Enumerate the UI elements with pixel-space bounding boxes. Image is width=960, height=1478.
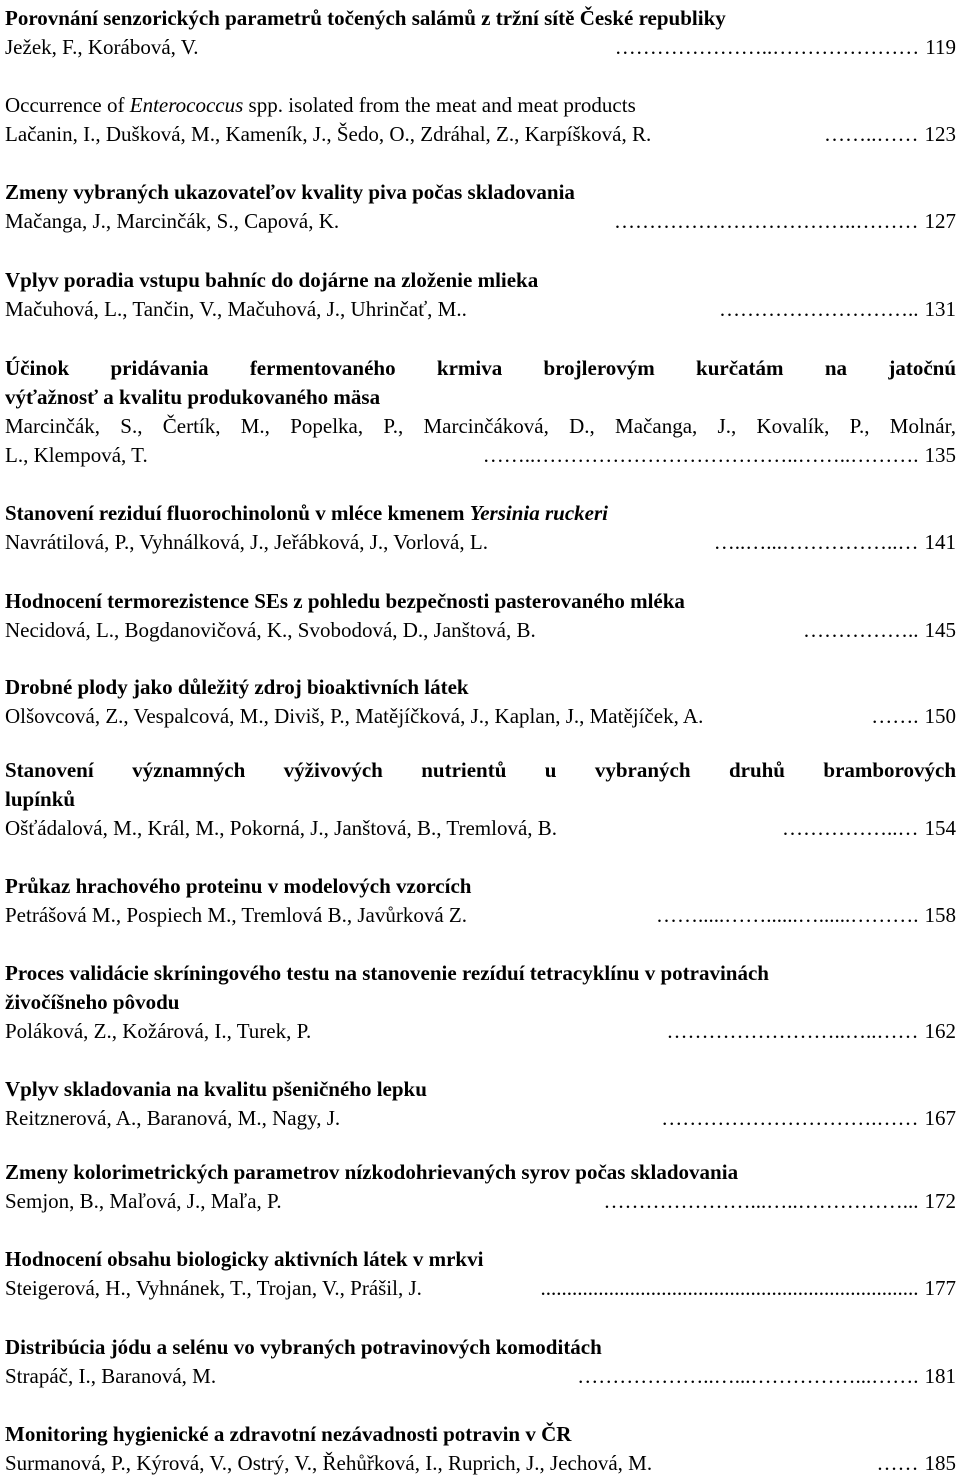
page-number: 154 — [924, 816, 956, 840]
authors: Poláková, Z., Kožárová, I., Turek, P. — [5, 1019, 312, 1043]
article-title-line-2: výťažnosť a kvalitu produkovaného mäsa — [5, 385, 381, 409]
page-number: 145 — [924, 618, 956, 642]
author-line — [5, 33, 956, 62]
article-title: Průkaz hrachového proteinu v modelových vzorcích — [5, 874, 472, 898]
dot-leader: ……………………….. — [719, 297, 919, 321]
toc-entry — [5, 1245, 956, 1303]
dot-leader: ……………………..…..…… — [666, 1019, 919, 1043]
article-title: Vplyv skladovania na kvalitu pšeničného lepku — [5, 1077, 427, 1101]
authors: Mačuhová, L., Tančin, V., Mačuhová, J., Uhrinčať, M.. — [5, 297, 467, 321]
author-line — [5, 1017, 956, 1046]
page-number: 162 — [924, 1019, 956, 1043]
authors: Ošťádalová, M., Král, M., Pokorná, J., Janštová, B., Tremlová, B. — [5, 816, 558, 840]
article-title: Monitoring hygienické a zdravotní nezávadnosti potravin v ČR — [5, 1422, 572, 1446]
toc-entry — [5, 266, 956, 324]
page-number: 185 — [924, 1451, 956, 1475]
page-number: 131 — [924, 297, 956, 321]
dot-leader: …………………...…..……………... — [603, 1189, 919, 1213]
page-number: 172 — [924, 1189, 956, 1213]
dot-leader: ……………..… — [782, 816, 919, 840]
author-line — [5, 1274, 956, 1303]
toc-entry — [5, 872, 956, 930]
author-line — [5, 1449, 956, 1478]
article-title-line-2: lupínků — [5, 787, 76, 811]
toc-entry — [5, 1075, 956, 1133]
page-number: 127 — [924, 209, 956, 233]
page-number: 167 — [924, 1106, 956, 1130]
toc-entry — [5, 499, 956, 557]
authors: Semjon, B., Maľová, J., Maľa, P. — [5, 1189, 282, 1213]
toc-entry — [5, 91, 956, 149]
page-number: 177 — [924, 1276, 956, 1300]
page-number: 181 — [924, 1364, 956, 1388]
article-title: Zmeny vybraných ukazovateľov kvality piva počas skladovania — [5, 180, 575, 204]
authors: L., Klempová, T. — [5, 443, 148, 467]
author-line — [5, 616, 956, 645]
dot-leader: ……………………………..……… — [614, 209, 919, 233]
page-number: 119 — [925, 35, 956, 59]
toc-entry — [5, 354, 956, 470]
author-line — [5, 702, 956, 731]
taxon-name: Enterococcus — [129, 93, 244, 117]
page-number: 158 — [924, 903, 956, 927]
article-title-line-2: živočíšneho pôvodu — [5, 990, 180, 1014]
dot-leader: ……..………………………………..……..………. — [482, 443, 919, 467]
authors: Navrátilová, P., Vyhnálková, J., Jeřábková, J., Vorlová, L. — [5, 530, 488, 554]
dot-leader: ………………………….…… — [661, 1106, 919, 1130]
authors: Steigerová, H., Vyhnánek, T., Trojan, V., Prášil, J. — [5, 1276, 422, 1300]
authors: Petrášová M., Pospiech M., Tremlová B., Javůrková Z. — [5, 903, 467, 927]
article-title: Occurrence of Enterococcus spp. isolated from the meat and meat products — [5, 93, 636, 117]
author-line — [5, 1104, 956, 1133]
article-title: Vplyv poradia vstupu bahníc do dojárne na zloženie mlieka — [5, 268, 539, 292]
author-line — [5, 1187, 956, 1216]
toc-entry — [5, 1333, 956, 1391]
dot-leader: …………………..………………… — [614, 35, 920, 59]
toc-entry — [5, 1420, 956, 1478]
dot-leader: ........................................................................ — [540, 1276, 919, 1300]
author-line — [5, 528, 956, 557]
article-title: Hodnocení obsahu biologicky aktivních látek v mrkvi — [5, 1247, 484, 1271]
dot-leader: …………….. — [803, 618, 919, 642]
dot-leader: ……. — [871, 704, 919, 728]
authors-line-1: Marcinčák, S., Čertík, M., Popelka, P., Marcinčáková, D., Mačanga, J., Kovalík, P., Molnár, — [5, 414, 956, 438]
page-number: 135 — [924, 443, 956, 467]
authors: Ježek, F., Korábová, V. — [5, 35, 199, 59]
authors: Strapáč, I., Baranová, M. — [5, 1364, 217, 1388]
dot-leader: …… — [876, 1451, 919, 1475]
dot-leader: …..…...……………..… — [713, 530, 919, 554]
page-number: 150 — [924, 704, 956, 728]
authors: Necidová, L., Bogdanovičová, K., Svobodová, D., Janštová, B. — [5, 618, 536, 642]
article-title: Hodnocení termorezistence SEs z pohledu bezpečnosti pasterovaného mléka — [5, 589, 685, 613]
page-number: 141 — [924, 530, 956, 554]
authors: Olšovcová, Z., Vespalcová, M., Diviš, P., Matějíčková, J., Kaplan, J., Matějíček, A. — [5, 704, 704, 728]
article-title: Zmeny kolorimetrických parametrov nízkodohrievaných syrov počas skladovania — [5, 1160, 739, 1184]
toc-entry — [5, 4, 956, 62]
author-line — [5, 207, 956, 236]
authors: Surmanová, P., Kýrová, V., Ostrý, V., Řehůřková, I., Ruprich, J., Jechová, M. — [5, 1451, 653, 1475]
author-line — [5, 120, 956, 149]
article-title: Porovnání senzorických parametrů točených salámů z tržní sítě České republiky — [5, 6, 726, 30]
toc-entry — [5, 1158, 956, 1216]
dot-leader: ……..…… — [824, 122, 919, 146]
article-title: Stanovení reziduí fluorochinolonů v mléce kmenem Yersinia ruckeri — [5, 501, 608, 525]
page-number: 123 — [924, 122, 956, 146]
author-line — [5, 295, 956, 324]
article-title-line-1: Proces validácie skríningového testu na stanovenie rezíduí tetracyklínu v potravinách — [5, 961, 769, 985]
article-title: Distribúcia jódu a selénu vo vybraných potravinových komoditách — [5, 1335, 602, 1359]
author-line — [5, 441, 956, 470]
toc-entry — [5, 178, 956, 236]
dot-leader: …….....……......…......………. — [656, 903, 919, 927]
article-title: Drobné plody jako důležitý zdroj bioaktivních látek — [5, 675, 469, 699]
author-line — [5, 1362, 956, 1391]
article-title-line-1: Účinok pridávania fermentovaného krmiva brojlerovým kurčatám na jatočnú — [5, 356, 956, 380]
article-title-line-1: Stanovení významných výživových nutrientů u vybraných druhů bramborových — [5, 758, 956, 782]
taxon-name: Yersinia ruckeri — [469, 501, 608, 525]
authors: Lačanin, I., Dušková, M., Kameník, J., Šedo, O., Zdráhal, Z., Karpíšková, R. — [5, 122, 652, 146]
authors: Mačanga, J., Marcinčák, S., Capová, K. — [5, 209, 340, 233]
toc-entry — [5, 587, 956, 645]
toc-entry — [5, 756, 956, 843]
toc-entry — [5, 673, 956, 731]
dot-leader: ………………..…...……………...……. — [577, 1364, 919, 1388]
author-line — [5, 814, 956, 843]
authors: Reitznerová, A., Baranová, M., Nagy, J. — [5, 1106, 341, 1130]
toc-entry — [5, 959, 956, 1046]
author-line — [5, 901, 956, 930]
